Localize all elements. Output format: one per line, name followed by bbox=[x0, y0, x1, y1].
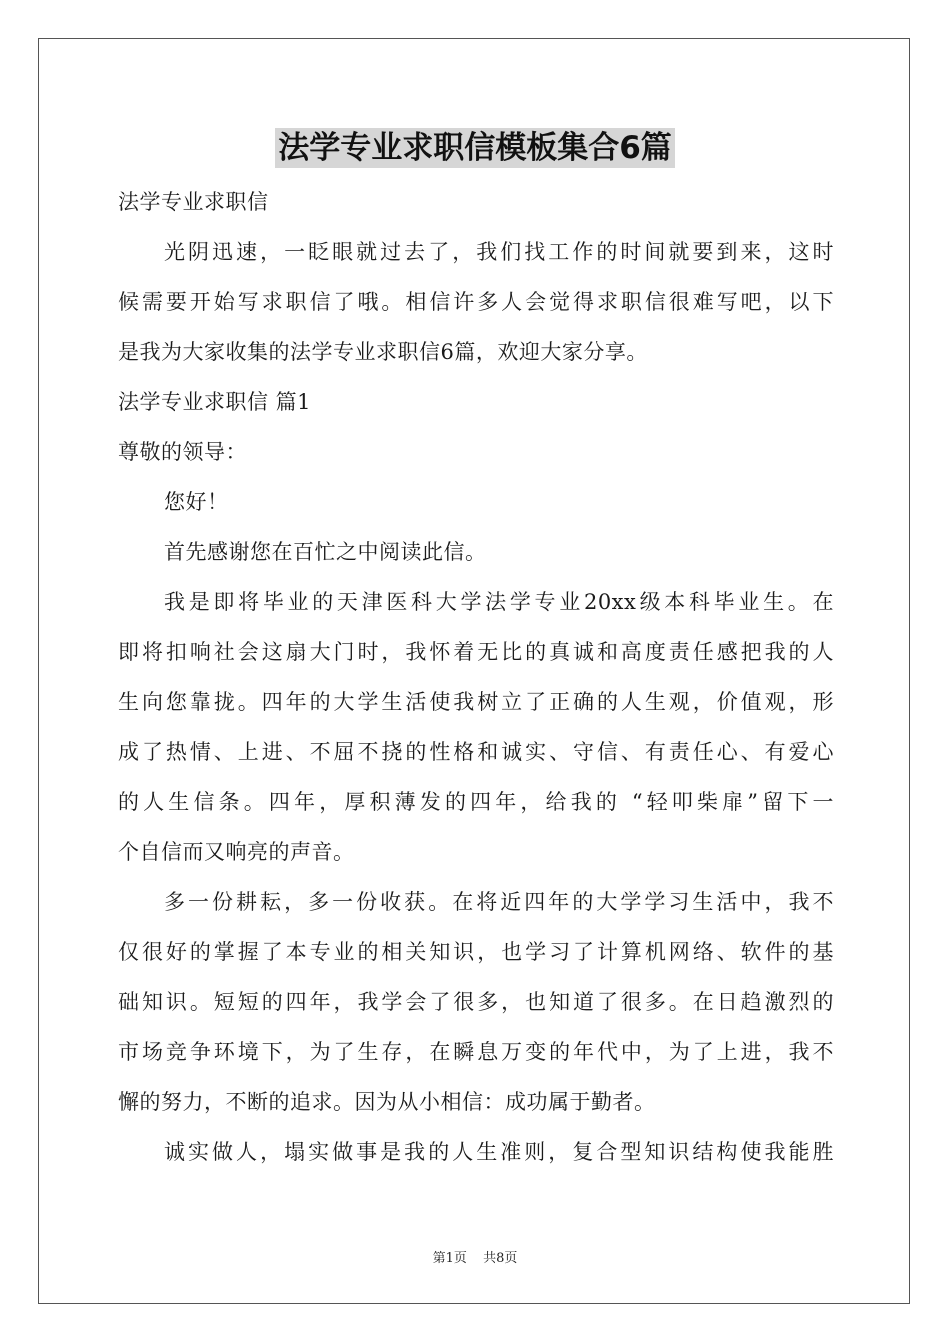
text-line: 法学专业求职信 篇1 bbox=[118, 390, 312, 414]
text-line: 础知识。短短的四年，我学会了很多，也知道了很多。在日趋激烈的 bbox=[118, 990, 834, 1014]
page-number: 第1页 bbox=[432, 1251, 467, 1266]
text-line: 我是即将毕业的天津医科大学法学专业20xx级本科毕业生。在 bbox=[164, 590, 834, 614]
text-line: 是我为大家收集的法学专业求职信6篇，欢迎大家分享。 bbox=[118, 340, 648, 364]
page-footer bbox=[0, 1247, 950, 1266]
text-line: 个自信而又响亮的声音。 bbox=[118, 840, 355, 864]
text-line: 生向您靠拢。四年的大学生活使我树立了正确的人生观，价值观，形 bbox=[118, 690, 834, 714]
page-total: 共8页 bbox=[483, 1251, 518, 1266]
document-title: 法学专业求职信模板集合6篇 bbox=[275, 128, 675, 168]
text-line: 的人生信条。四年，厚积薄发的四年，给我的 “轻叩柴扉”留下一 bbox=[118, 790, 834, 814]
text-line: 即将扣响社会这扇大门时，我怀着无比的真诚和高度责任感把我的人 bbox=[118, 640, 834, 664]
title-container bbox=[0, 128, 950, 168]
text-line: 多一份耕耘，多一份收获。在将近四年的大学学习生活中，我不 bbox=[164, 890, 834, 914]
text-line: 尊敬的领导： bbox=[118, 440, 247, 464]
text-line: 首先感谢您在百忙之中阅读此信。 bbox=[164, 540, 487, 564]
text-line: 您好！ bbox=[164, 490, 229, 514]
text-line: 法学专业求职信 bbox=[118, 190, 269, 214]
document-body bbox=[118, 177, 834, 1177]
text-line: 诚实做人，塌实做事是我的人生准则，复合型知识结构使我能胜 bbox=[164, 1140, 834, 1164]
text-line: 仅很好的掌握了本专业的相关知识，也学习了计算机网络、软件的基 bbox=[118, 940, 834, 964]
text-line: 市场竞争环境下，为了生存，在瞬息万变的年代中，为了上进，我不 bbox=[118, 1040, 834, 1064]
text-line: 候需要开始写求职信了哦。相信许多人会觉得求职信很难写吧，以下 bbox=[118, 290, 834, 314]
text-line: 懈的努力，不断的追求。因为从小相信：成功属于勤者。 bbox=[118, 1090, 656, 1114]
text-line: 光阴迅速，一眨眼就过去了，我们找工作的时间就要到来，这时 bbox=[164, 240, 834, 264]
text-line: 成了热情、上进、不屈不挠的性格和诚实、守信、有责任心、有爱心 bbox=[118, 740, 834, 764]
